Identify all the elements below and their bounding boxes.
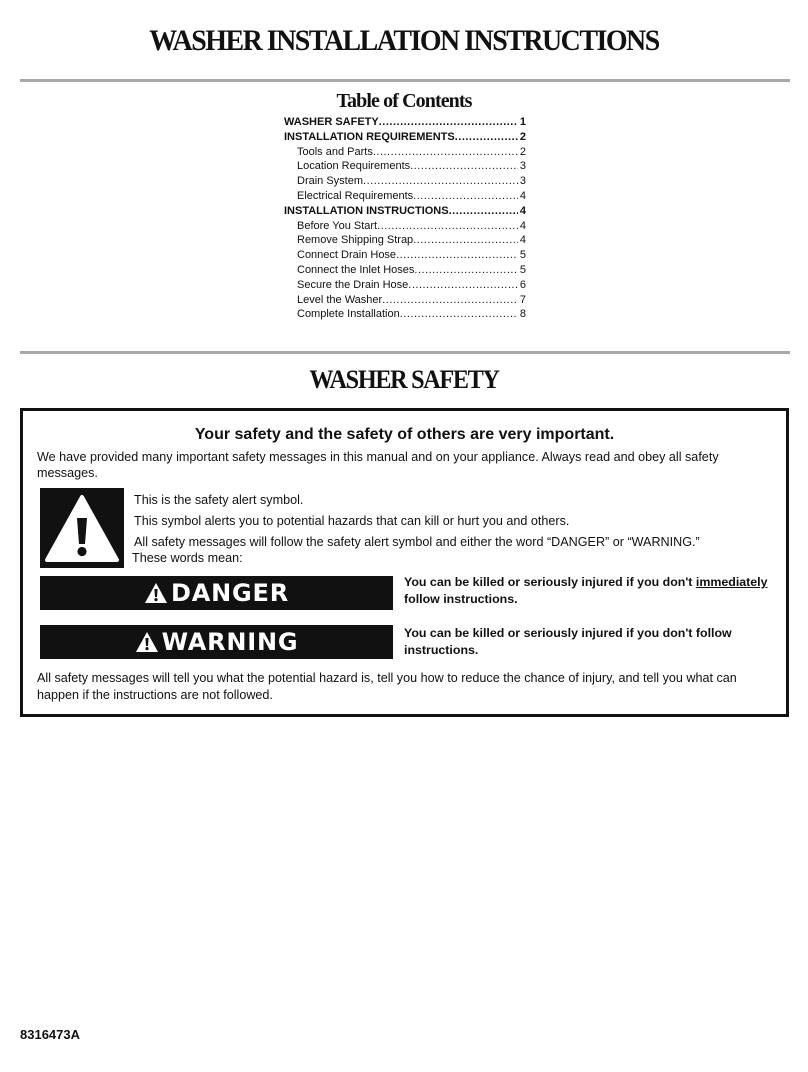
toc-entry-page: 4 xyxy=(519,234,526,247)
toc-leader-dots xyxy=(400,307,518,322)
top-divider xyxy=(20,79,790,82)
toc-leader-dots xyxy=(414,263,517,278)
toc-entry-label: Drain System xyxy=(297,175,364,188)
toc-entry-page: 5 xyxy=(519,249,526,262)
toc-entry-page: 6 xyxy=(519,278,526,291)
toc-entry xyxy=(284,307,526,322)
toc-entry-page: 7 xyxy=(519,293,526,306)
toc-entry-label: Before You Start xyxy=(297,219,378,232)
safety-box xyxy=(20,408,789,717)
toc-entry xyxy=(284,219,526,234)
toc-leader-dots xyxy=(455,130,518,145)
toc-entry xyxy=(284,130,526,145)
toc-entry-label: Level the Washer xyxy=(297,293,383,306)
toc-entry-page: 1 xyxy=(519,116,526,128)
toc-entry xyxy=(284,159,526,174)
warning-text: You can be killed or seriously injured if you don't follow instructions. xyxy=(404,626,732,657)
toc-entry xyxy=(284,204,526,219)
document-number: 8316473A xyxy=(20,1027,80,1042)
toc-entry-page: 5 xyxy=(519,263,526,276)
toc-title: Table of Contents xyxy=(336,90,472,112)
toc-entry-label: INSTALLATION INSTRUCTIONS xyxy=(284,204,449,217)
toc-leader-dots xyxy=(408,278,518,293)
warning-word: WARNING xyxy=(161,628,299,656)
toc-entry-page: 3 xyxy=(519,175,526,188)
toc-entry-page: 8 xyxy=(519,308,526,321)
toc-leader-dots xyxy=(396,248,518,263)
toc-entry-page: 2 xyxy=(519,145,526,158)
toc-leader-dots xyxy=(410,159,518,174)
toc-leader-dots xyxy=(379,115,518,130)
danger-bar xyxy=(40,576,393,610)
section-divider xyxy=(20,351,790,354)
table-of-contents xyxy=(284,115,526,322)
alert-line-1: This is the safety alert symbol. xyxy=(134,493,304,507)
toc-entry-page: 4 xyxy=(519,189,526,202)
toc-entry-label: Complete Installation xyxy=(297,308,400,321)
toc-entry-label: WASHER SAFETY xyxy=(284,116,379,128)
toc-entry-label: Tools and Parts xyxy=(297,145,373,158)
toc-leader-dots xyxy=(449,204,518,219)
safety-alert-icon xyxy=(40,488,124,568)
alert-line-3: All safety messages will follow the safety alert symbol and either the word “DANGER” or “WARNING.” xyxy=(134,535,700,549)
alert-line-4: These words mean: xyxy=(132,551,243,565)
toc-entry-page: 4 xyxy=(519,204,526,217)
toc-leader-dots xyxy=(382,293,518,308)
toc-leader-dots xyxy=(363,174,518,189)
toc-entry xyxy=(284,248,526,263)
danger-word: DANGER xyxy=(171,579,289,607)
toc-entry xyxy=(284,233,526,248)
safety-heading: Your safety and the safety of others are very important. xyxy=(194,426,615,443)
toc-entry-page: 3 xyxy=(519,160,526,173)
toc-entry xyxy=(284,174,526,189)
toc-entry-label: Electrical Requirements xyxy=(297,189,414,202)
toc-leader-dots xyxy=(413,233,518,248)
alert-line-2: This symbol alerts you to potential hazards that can kill or hurt you and others. xyxy=(134,514,570,528)
toc-entry xyxy=(284,278,526,293)
toc-entry-label: Connect the Inlet Hoses xyxy=(297,263,415,276)
document-title: WASHER INSTALLATION INSTRUCTIONS xyxy=(149,24,659,57)
toc-entry-label: Secure the Drain Hose xyxy=(297,278,409,291)
toc-entry-page: 2 xyxy=(519,130,526,143)
danger-text-part: You can be killed or seriously injured if you don't xyxy=(404,575,696,589)
toc-entry-label: Connect Drain Hose xyxy=(297,249,397,262)
toc-leader-dots xyxy=(413,189,518,204)
danger-alert-icon xyxy=(144,582,168,604)
section-title: WASHER SAFETY xyxy=(309,365,499,394)
toc-leader-dots xyxy=(377,219,518,234)
danger-emphasis: immediately xyxy=(695,575,768,589)
toc-leader-dots xyxy=(373,145,518,160)
safety-footer: All safety messages will tell you what the potential hazard is, tell you how to reduce the chance of injury, and tell you what can happen if the instructions are not followed. xyxy=(37,671,737,702)
danger-text xyxy=(404,574,784,608)
danger-text-part: follow instructions. xyxy=(404,592,518,606)
toc-entry xyxy=(284,189,526,204)
warning-alert-icon xyxy=(135,631,159,653)
toc-entry xyxy=(284,145,526,160)
toc-entry-label: Location Requirements xyxy=(297,160,411,173)
toc-entry xyxy=(284,263,526,278)
warning-bar xyxy=(40,625,393,659)
toc-entry xyxy=(284,115,526,130)
safety-intro: We have provided many important safety messages in this manual and on your appliance. Always read and obey all safety messages. xyxy=(37,450,719,480)
toc-entry-label: INSTALLATION REQUIREMENTS xyxy=(284,130,455,143)
toc-entry-label: Remove Shipping Strap xyxy=(297,234,414,247)
toc-entry xyxy=(284,293,526,308)
toc-entry-page: 4 xyxy=(519,219,526,232)
